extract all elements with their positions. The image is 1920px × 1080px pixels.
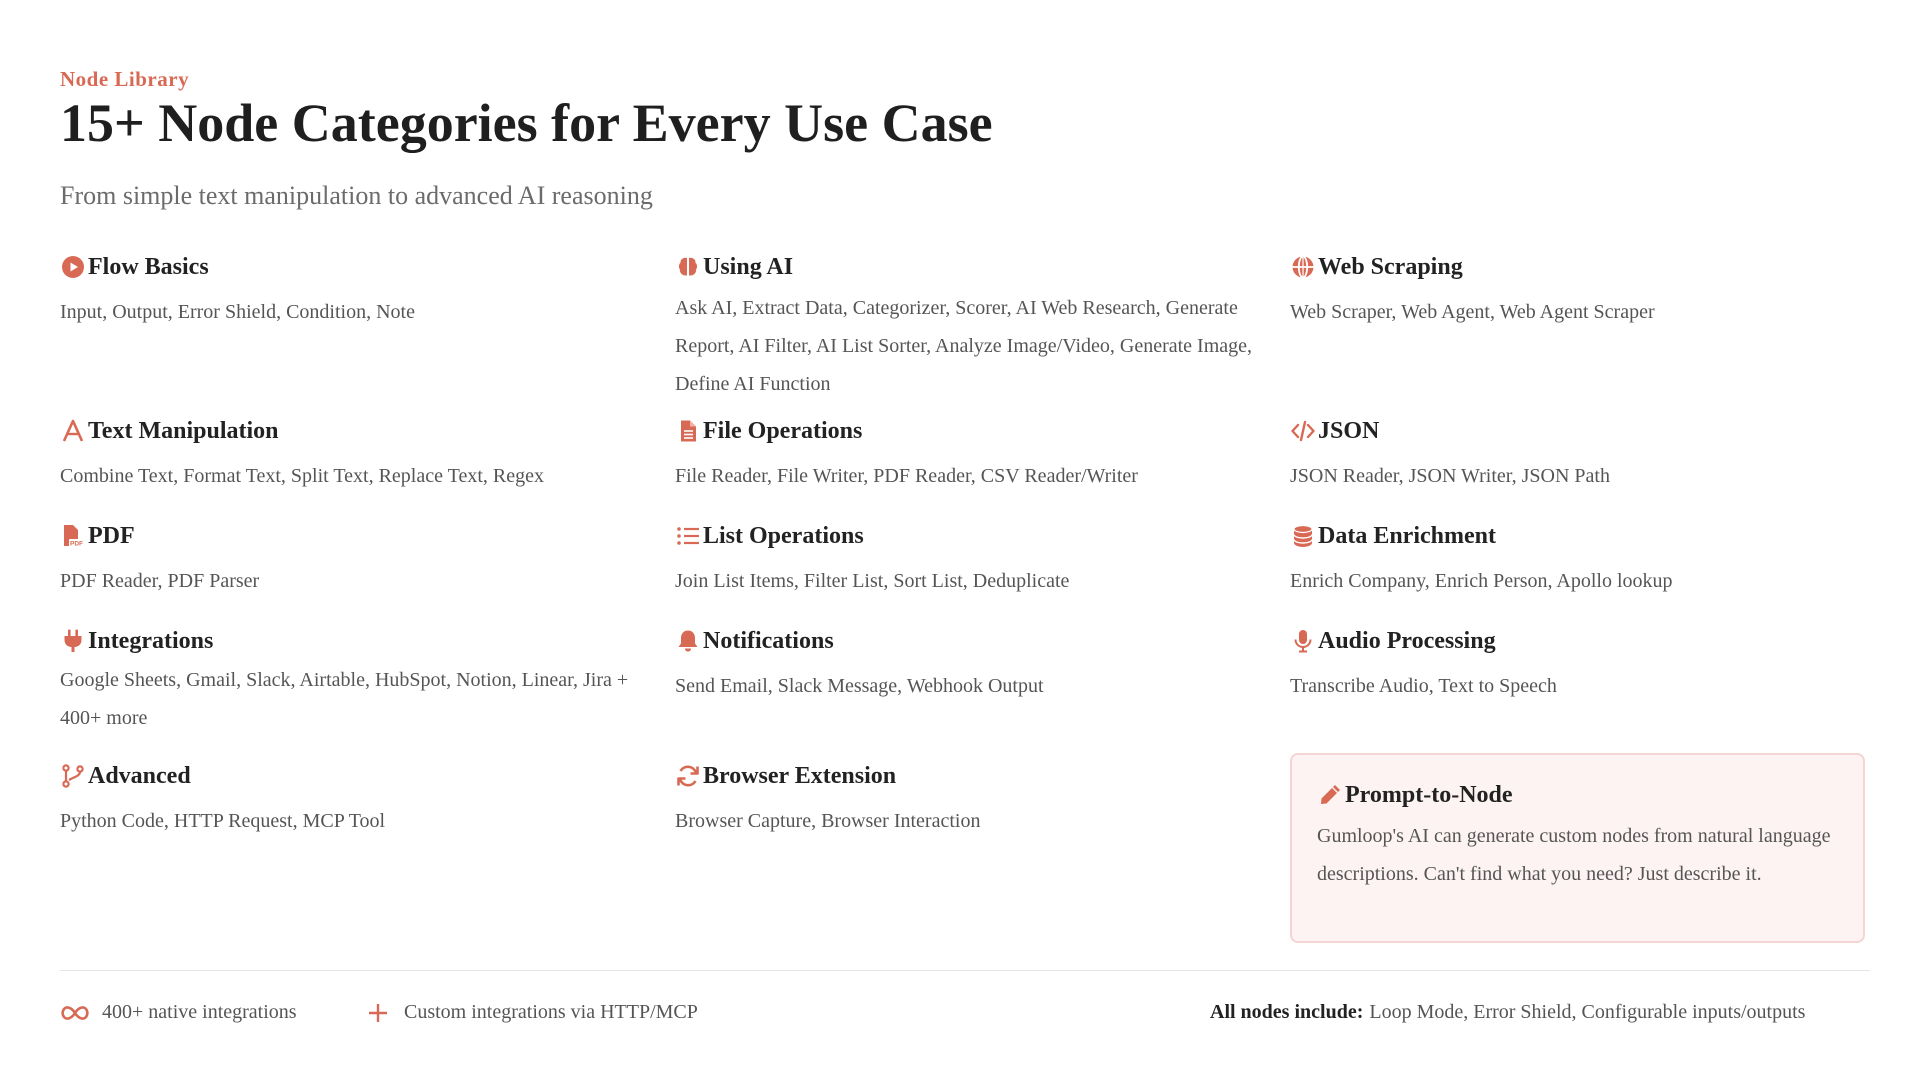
footer-custom-integrations [368,1001,698,1024]
page-title: 15+ Node Categories for Every Use Case [60,93,993,153]
category-list-operations [675,518,1285,600]
category-title: Data Enrichment [1318,522,1496,549]
code-icon [1290,418,1316,444]
category-items: Ask AI, Extract Data, Categorizer, Scorer, AI Web Research, Generate Report, AI Filter, AI List Sorter, Analyze Image/Video, Generate Image, Define AI Function [675,297,1253,395]
category-browser-extension [675,758,1285,840]
bell-icon [675,628,701,654]
footer-all-nodes [1210,1001,1805,1024]
category-title: Flow Basics [88,253,209,280]
prompt-to-node-card [1290,753,1865,943]
category-items: Send Email, Slack Message, Webhook Output [675,675,1044,697]
category-items: Input, Output, Error Shield, Condition, Note [60,301,415,323]
microphone-icon [1290,628,1316,654]
category-pdf [60,518,670,600]
category-title: Audio Processing [1318,627,1496,654]
brain-icon [675,254,701,280]
category-title: List Operations [703,522,864,549]
category-notifications [675,623,1285,705]
category-file-operations [675,413,1285,495]
category-items: Browser Capture, Browser Interaction [675,810,981,832]
section-eyebrow: Node Library [60,67,190,91]
plug-icon [60,628,86,654]
plus-icon [368,1003,388,1023]
category-text-manipulation [60,413,670,495]
category-items: PDF Reader, PDF Parser [60,570,260,592]
category-integrations [60,623,670,737]
pencil-icon [1317,782,1343,808]
code-branch-icon [60,763,86,789]
category-using-ai [675,249,1285,403]
sync-icon [675,763,701,789]
category-title: Using AI [703,253,794,280]
category-advanced [60,758,670,840]
footer-all-nodes-value: Loop Mode, Error Shield, Configurable inputs/outputs [1369,1001,1806,1023]
category-title: Integrations [88,627,214,654]
category-title: JSON [1318,417,1380,444]
category-title: Web Scraping [1318,253,1463,280]
category-json [1290,413,1900,495]
category-items: Transcribe Audio, Text to Speech [1290,675,1557,697]
category-items: Web Scraper, Web Agent, Web Agent Scraper [1290,301,1655,323]
file-pdf-icon [60,523,86,549]
category-web-scraping [1290,249,1900,331]
footer-custom-label: Custom integrations via HTTP/MCP [404,1001,698,1023]
category-title: File Operations [703,417,863,444]
footer-native-label: 400+ native integrations [102,1001,297,1023]
category-items: Python Code, HTTP Request, MCP Tool [60,810,386,832]
svg-text:PDF: PDF [70,540,83,548]
category-flow-basics [60,249,670,331]
footer-native-integrations [60,1001,297,1024]
category-items: Combine Text, Format Text, Split Text, Replace Text, Regex [60,465,544,487]
play-circle-icon [60,254,86,280]
category-title: Notifications [703,627,834,654]
category-title: Text Manipulation [88,417,279,444]
category-items: File Reader, File Writer, PDF Reader, CSV Reader/Writer [675,465,1138,487]
category-audio-processing [1290,623,1900,705]
category-title: Advanced [88,762,191,789]
footer-divider [60,970,1870,971]
list-icon [675,523,701,549]
category-items: JSON Reader, JSON Writer, JSON Path [1290,465,1610,487]
category-title: PDF [88,522,135,549]
card-text: Gumloop's AI can generate custom nodes from natural language descriptions. Can't find what you need? Just describe it. [1317,825,1831,885]
footer-all-nodes-label: All nodes include: [1210,1001,1364,1023]
category-title: Browser Extension [703,762,897,789]
globe-icon [1290,254,1316,280]
category-items: Join List Items, Filter List, Sort List, Deduplicate [675,570,1070,592]
font-icon [60,418,86,444]
file-icon [675,418,701,444]
category-items: Enrich Company, Enrich Person, Apollo lookup [1290,570,1673,592]
infinity-icon [60,1004,90,1022]
page-subtitle: From simple text manipulation to advanced AI reasoning [60,181,653,210]
category-items: Google Sheets, Gmail, Slack, Airtable, HubSpot, Notion, Linear, Jira + 400+ more [60,669,629,729]
database-icon [1290,523,1316,549]
card-title: Prompt-to-Node [1345,781,1513,808]
category-data-enrichment [1290,518,1900,600]
